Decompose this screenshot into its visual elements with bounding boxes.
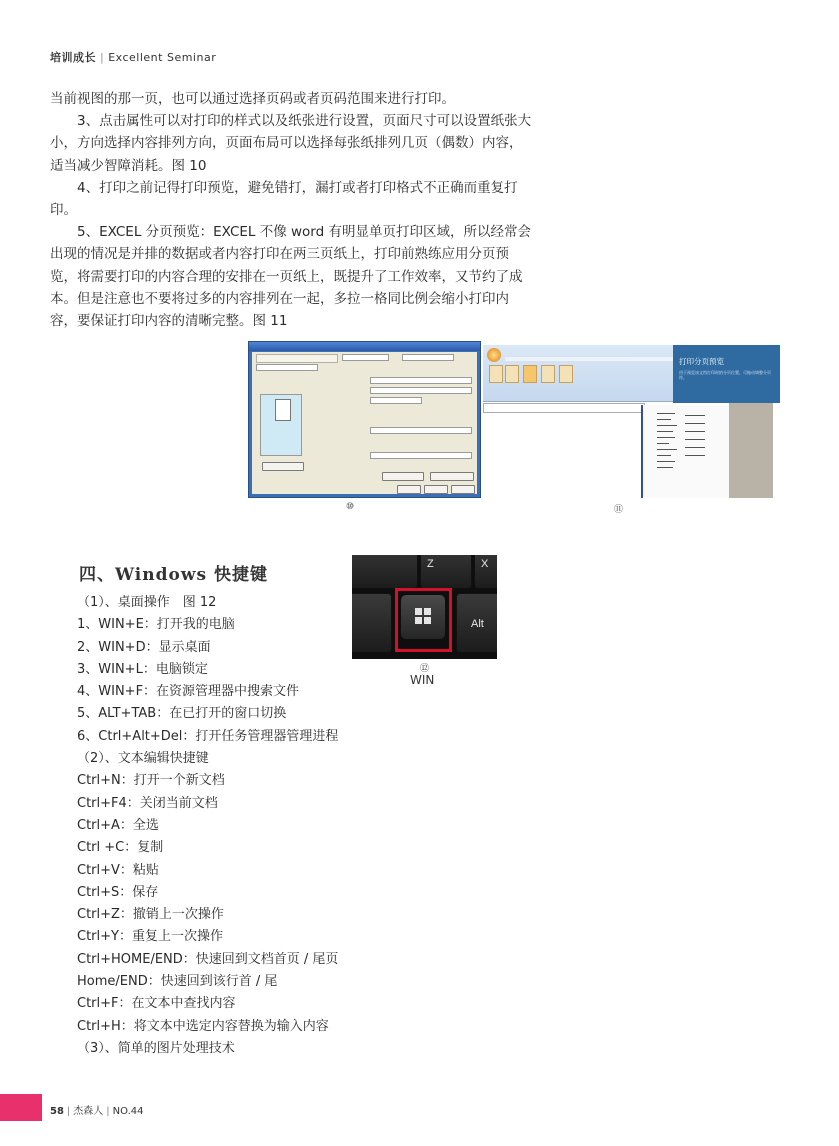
figure-10-print-dialog — [248, 341, 481, 498]
list-item: 5、ALT+TAB：在已打开的窗口切换 — [77, 706, 287, 722]
publication-name: 杰森人 — [73, 1106, 104, 1117]
tooltip-title: 打印分页预览 — [679, 357, 724, 366]
ribbon-button-icon — [489, 365, 503, 383]
excel-ribbon — [483, 345, 683, 402]
dialog-titlebar — [249, 342, 480, 351]
keyboard-key-z — [420, 555, 472, 589]
footer-separator: | — [66, 1106, 71, 1117]
footer-separator: | — [106, 1106, 110, 1117]
list-item: Ctrl+A：全选 — [77, 817, 159, 833]
list-item: （3）、简单的图片处理技术 — [77, 1040, 235, 1056]
keyboard-key — [352, 593, 392, 653]
dialog-field — [256, 364, 318, 371]
header-title: Excellent Seminar — [108, 51, 217, 64]
issue-number: NO.44 — [112, 1106, 144, 1117]
figure-11-excel-preview — [483, 345, 780, 498]
highlight-box — [395, 588, 452, 652]
dialog-field — [342, 354, 389, 361]
list-item: Ctrl+Z：撤销上一次操作 — [77, 907, 224, 923]
list-item: 4、WIN+F：在资源管理器中搜索文件 — [77, 684, 300, 700]
dialog-field — [370, 427, 472, 434]
dialog-button — [382, 472, 424, 481]
list-item: Ctrl+F：在文本中查找内容 — [77, 996, 236, 1012]
list-item: Ctrl+HOME/END：快速回到文档首页 / 尾页 — [77, 951, 339, 967]
worksheet-preview — [641, 405, 733, 498]
list-item: 1、WIN+E：打开我的电脑 — [77, 617, 235, 633]
paragraph: 5、EXCEL 分页预览：EXCEL 不像 word 有明显单页打印区域，所以经常会出现的情况是并排的数据或者内容打印在两三页纸上，打印前熟练应用分页预览，将需要打印的内容合理的安排在一页纸上，既提升了工作效率，又节约了成本。但是注意也不要将过多的内容排列在一起，多拉一格同比例会缩小打印内容，要保证打印内容的清晰完整。图 11 — [50, 224, 531, 330]
figure-12-keyboard-photo — [352, 555, 497, 659]
ribbon-button-icon — [505, 365, 519, 383]
running-header — [50, 49, 216, 65]
figure-11-caption: ⑪ — [614, 505, 624, 515]
list-item: Ctrl +C：复制 — [77, 840, 164, 856]
header-section: 培训成长 — [50, 51, 96, 64]
dialog-field — [370, 377, 472, 384]
dialog-field — [370, 452, 472, 459]
list-item: （1）、桌面操作 图 12 — [77, 595, 217, 610]
tooltip-panel — [673, 345, 780, 403]
tooltip-text: 用于预览该文档打印时的分页位置，可拖动调整分页符。 — [679, 370, 771, 380]
page-icon — [275, 399, 291, 421]
list-item: Ctrl+S：保存 — [77, 884, 159, 900]
dialog-button — [430, 472, 474, 481]
ribbon-tabs — [505, 357, 683, 361]
body-text — [50, 88, 535, 332]
dialog-field — [402, 354, 454, 361]
dialog-help-button — [451, 485, 475, 494]
list-item: Ctrl+F4：关闭当前文档 — [77, 795, 218, 811]
office-orb-icon — [487, 348, 501, 362]
keyboard-key-alt — [456, 593, 497, 653]
dialog-tabs — [256, 354, 338, 363]
ribbon-button-icon — [559, 365, 573, 383]
figure-10-caption: ⑩ — [346, 502, 355, 512]
dialog-ok-button — [397, 485, 421, 494]
paragraph: 4、打印之前记得打印预览，避免错打，漏打或者打印格式不正确而重复打印。 — [50, 179, 518, 219]
list-item: Ctrl+Y：重复上一次操作 — [77, 929, 223, 945]
header-separator: | — [100, 51, 105, 64]
key-x-label: X — [481, 558, 489, 570]
key-z-label: Z — [427, 558, 434, 570]
figure-12-caption: ⑫ — [420, 664, 430, 674]
page-preview — [260, 394, 302, 456]
list-item: 6、Ctrl+Alt+Del：打开任务管理器管理进程 — [77, 728, 339, 744]
page-number: 58 — [50, 1106, 64, 1117]
list-item: Ctrl+N：打开一个新文档 — [77, 773, 225, 789]
keyboard-key — [352, 555, 418, 589]
page-footer — [50, 1102, 144, 1117]
footer-accent-bar — [0, 1094, 42, 1121]
worksheet-grey-area — [729, 403, 773, 498]
ribbon-button-icon — [541, 365, 555, 383]
list-item: Ctrl+V：粘贴 — [77, 862, 159, 878]
keyboard-key-x — [474, 555, 497, 589]
dialog-body — [252, 352, 477, 494]
figure-12-label: WIN — [410, 673, 435, 687]
key-alt-label: Alt — [471, 618, 484, 630]
dialog-cancel-button — [424, 485, 448, 494]
paragraph: 3、点击属性可以对打印的样式以及纸张进行设置，页面尺寸可以设置纸张大小，方向选择内容排列方向，页面布局可以选择每张纸排列几页（偶数）内容，适当减少智障消耗。图 10 — [50, 113, 532, 174]
list-item: （2）、文本编辑快捷键 — [77, 751, 209, 767]
list-item: Home/END：快速回到该行首 / 尾 — [77, 974, 278, 990]
paragraph: 当前视图的那一页，也可以通过选择页码或者页码范围来进行打印。 — [50, 91, 455, 107]
formula-bar — [483, 403, 645, 413]
dialog-button — [262, 462, 304, 471]
list-item: Ctrl+H：将文本中选定内容替换为输入内容 — [77, 1018, 329, 1034]
list-item: 2、WIN+D：显示桌面 — [77, 639, 211, 655]
dialog-field — [370, 387, 472, 394]
dialog-field — [370, 397, 422, 404]
shortcut-list — [77, 592, 397, 1060]
section-heading: 四、Windows 快捷键 — [79, 565, 268, 585]
list-item: 3、WIN+L：电脑锁定 — [77, 661, 208, 677]
page-break-preview-icon — [523, 365, 537, 383]
